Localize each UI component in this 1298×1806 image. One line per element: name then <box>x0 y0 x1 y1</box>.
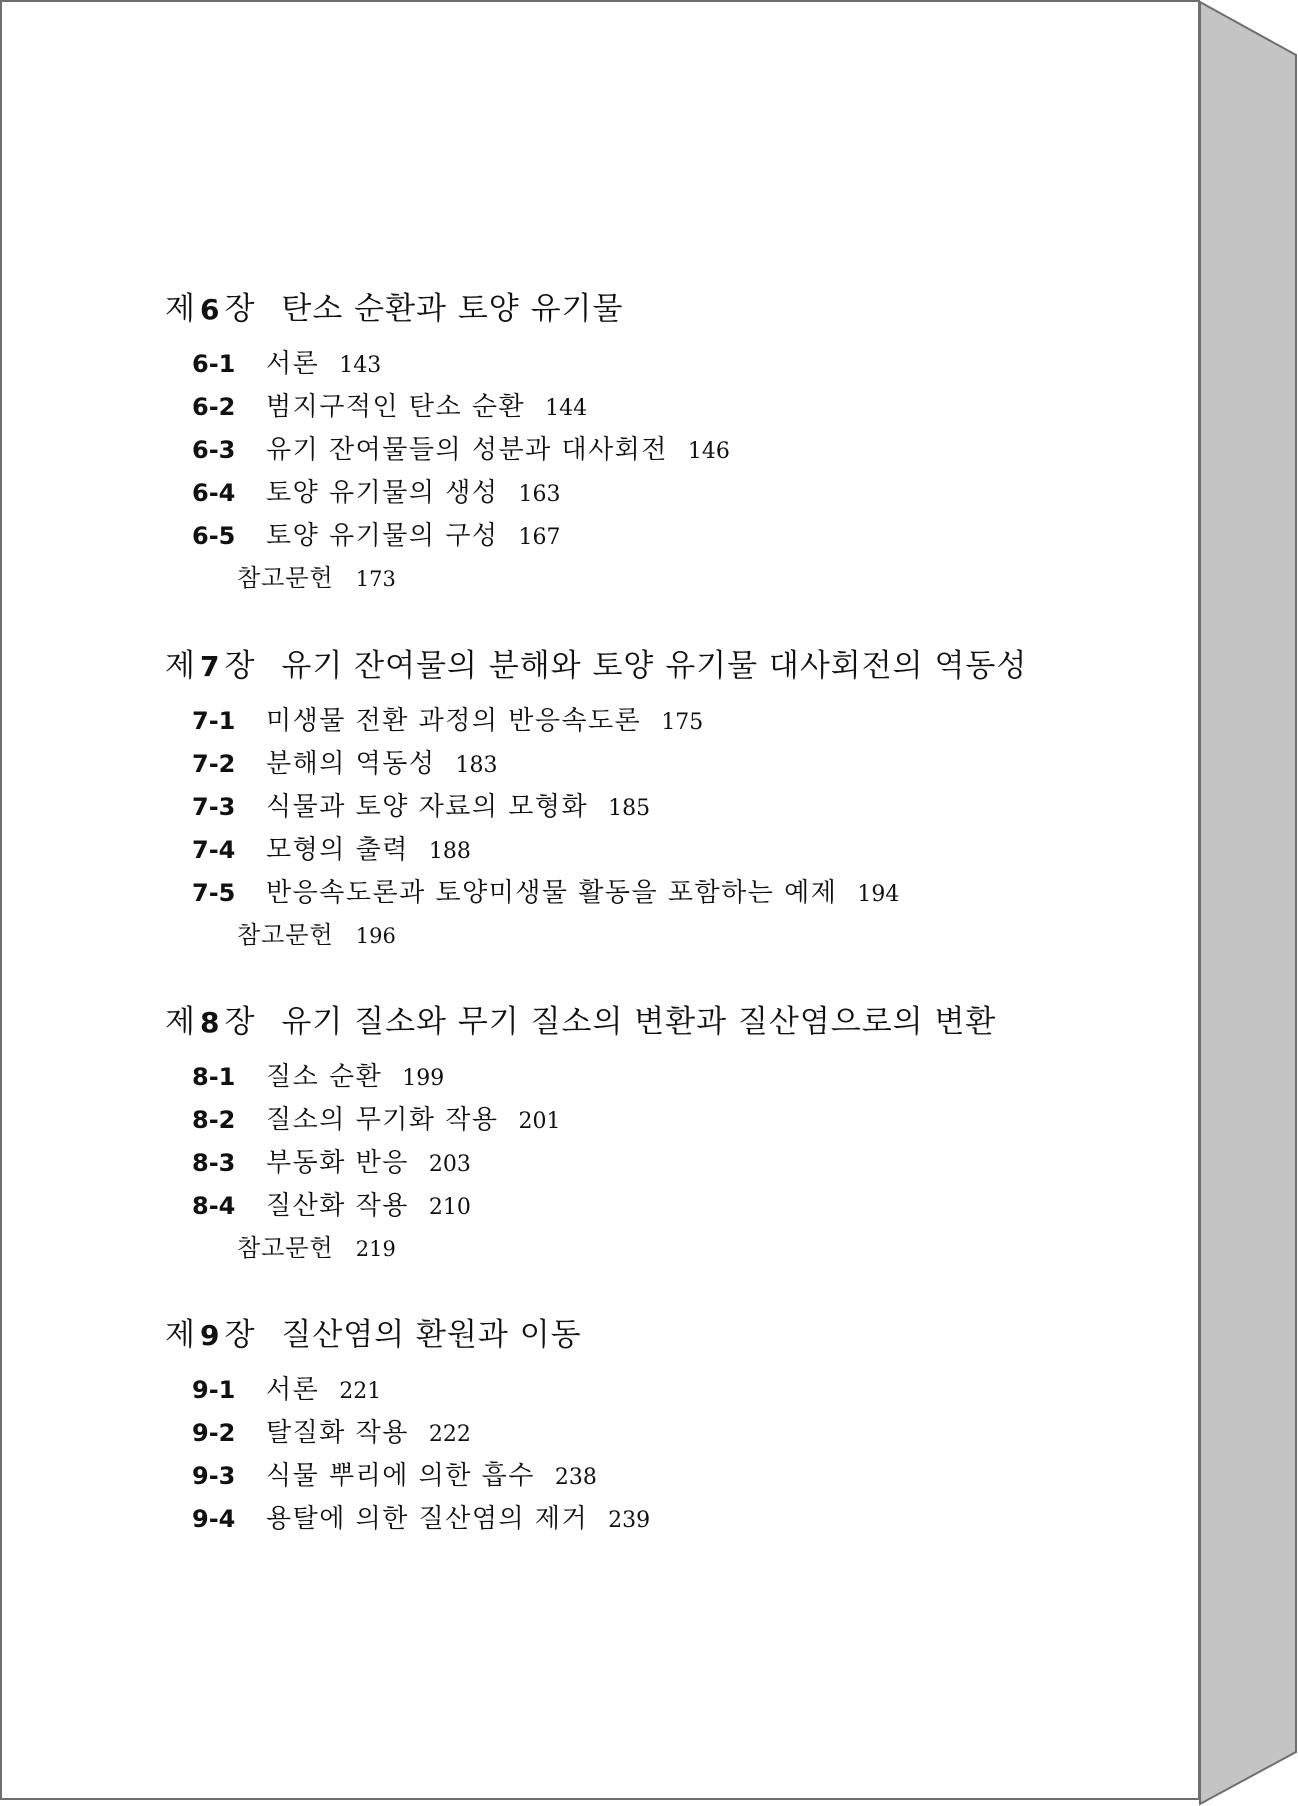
section-list <box>165 1064 1178 1276</box>
toc-entry <box>192 751 1178 794</box>
toc-entry <box>192 480 1178 523</box>
toc-entry <box>192 1463 1178 1506</box>
page-number: 163 <box>518 482 561 507</box>
chapter-9 <box>165 1317 1178 1549</box>
chapter-8 <box>165 1004 1178 1276</box>
section-number: 7-1 <box>192 707 236 735</box>
section-title: 반응속도론과 토양미생물 활동을 포함하는 예제 <box>266 878 838 908</box>
toc-entry <box>192 1193 1178 1236</box>
toc-entry <box>192 523 1178 566</box>
references-entry <box>192 1236 1178 1276</box>
toc-entry <box>192 437 1178 480</box>
section-title: 토양 유기물의 생성 <box>266 478 499 508</box>
section-title: 토양 유기물의 구성 <box>266 521 499 551</box>
chapter-number: 6 <box>199 293 221 326</box>
section-number: 8-3 <box>192 1149 236 1177</box>
section-title: 용탈에 의한 질산염의 제거 <box>266 1504 589 1534</box>
section-title: 탈질화 작용 <box>266 1418 409 1448</box>
section-title: 부동화 반응 <box>266 1148 409 1178</box>
chapter-label: 제 <box>165 1317 196 1353</box>
chapter-title-text: 유기 잔여물의 분해와 토양 유기물 대사회전의 역동성 <box>281 648 1028 684</box>
page-number: 175 <box>661 710 704 735</box>
toc-entry <box>192 708 1178 751</box>
page-number: 222 <box>428 1422 471 1447</box>
page-number: 203 <box>428 1152 471 1177</box>
chapter-label: 제 <box>165 1004 196 1040</box>
toc-entry <box>192 1420 1178 1463</box>
section-title: 분해의 역동성 <box>266 749 436 779</box>
section-number: 9-4 <box>192 1505 236 1533</box>
chapter-unit: 장 <box>224 1317 256 1353</box>
toc-entry <box>192 880 1178 923</box>
page-number: 238 <box>554 1465 597 1490</box>
chapter-title <box>165 291 1178 327</box>
chapter-title-text: 질산염의 환원과 이동 <box>281 1317 582 1353</box>
page-number: 199 <box>402 1066 445 1091</box>
chapter-6 <box>165 291 1178 606</box>
chapter-unit: 장 <box>224 1004 256 1040</box>
chapter-title-text: 탄소 순환과 토양 유기물 <box>281 291 624 327</box>
toc-entry <box>192 394 1178 437</box>
chapter-unit: 장 <box>224 648 256 684</box>
chapter-number: 8 <box>199 1006 221 1039</box>
section-number: 7-4 <box>192 836 236 864</box>
page-number: 194 <box>857 882 900 907</box>
section-title: 서론 <box>266 1375 320 1405</box>
section-title: 범지구적인 탄소 순환 <box>266 392 526 422</box>
section-number: 6-1 <box>192 350 236 378</box>
section-title: 미생물 전환 과정의 반응속도론 <box>266 706 642 736</box>
chapter-unit: 장 <box>224 291 256 327</box>
chapter-title <box>165 648 1178 684</box>
page-number: 210 <box>428 1195 471 1220</box>
chapter-number: 7 <box>199 650 221 683</box>
page-number: 143 <box>339 353 382 378</box>
page-number: 183 <box>455 753 498 778</box>
chapter-title <box>165 1317 1178 1353</box>
section-title: 질산화 작용 <box>266 1191 409 1221</box>
section-number: 7-5 <box>192 879 236 907</box>
section-number: 9-3 <box>192 1462 236 1490</box>
page-number: 239 <box>608 1508 651 1533</box>
chapter-title-text: 유기 질소와 무기 질소의 변환과 질산염으로의 변환 <box>281 1004 997 1040</box>
toc-entry <box>192 837 1178 880</box>
section-title: 식물 뿌리에 의한 흡수 <box>266 1461 535 1491</box>
page-number: 196 <box>355 924 396 948</box>
toc-entry <box>192 351 1178 394</box>
chapter-label: 제 <box>165 291 196 327</box>
chapter-title <box>165 1004 1178 1040</box>
section-number: 9-2 <box>192 1419 236 1447</box>
section-number: 6-5 <box>192 522 236 550</box>
section-title: 식물과 토양 자료의 모형화 <box>266 792 589 822</box>
section-number: 6-4 <box>192 479 236 507</box>
page-number: 221 <box>339 1379 382 1404</box>
page-number: 219 <box>355 1237 396 1261</box>
section-title: 유기 잔여물들의 성분과 대사회전 <box>266 435 668 465</box>
page-number: 167 <box>518 525 561 550</box>
section-title: 서론 <box>266 349 320 379</box>
references-title: 참고문헌 <box>237 921 334 949</box>
references-entry <box>192 566 1178 606</box>
section-number: 8-2 <box>192 1106 236 1134</box>
page-number: 185 <box>608 796 651 821</box>
page-number: 173 <box>355 567 396 591</box>
references-title: 참고문헌 <box>237 564 334 592</box>
toc-entry <box>192 1150 1178 1193</box>
toc-entry <box>192 1506 1178 1549</box>
page-number: 144 <box>545 396 588 421</box>
section-number: 7-3 <box>192 793 236 821</box>
section-number: 8-4 <box>192 1192 236 1220</box>
chapter-7 <box>165 648 1178 963</box>
page-number: 146 <box>687 439 730 464</box>
toc-entry <box>192 1107 1178 1150</box>
references-title: 참고문헌 <box>237 1234 334 1262</box>
section-list <box>165 1377 1178 1549</box>
section-title: 모형의 출력 <box>266 835 409 865</box>
references-entry <box>192 923 1178 963</box>
toc-entry <box>192 1064 1178 1107</box>
section-number: 9-1 <box>192 1376 236 1404</box>
section-list <box>165 351 1178 606</box>
section-title: 질소 순환 <box>266 1062 383 1092</box>
toc-entry <box>192 1377 1178 1420</box>
section-number: 7-2 <box>192 750 236 778</box>
page-number: 188 <box>428 839 471 864</box>
chapter-number: 9 <box>199 1319 221 1352</box>
section-list <box>165 708 1178 963</box>
section-number: 8-1 <box>192 1063 236 1091</box>
toc-entry <box>192 794 1178 837</box>
section-number: 6-2 <box>192 393 236 421</box>
section-number: 6-3 <box>192 436 236 464</box>
page-number: 201 <box>518 1109 561 1134</box>
chapter-label: 제 <box>165 648 196 684</box>
section-title: 질소의 무기화 작용 <box>266 1105 499 1135</box>
